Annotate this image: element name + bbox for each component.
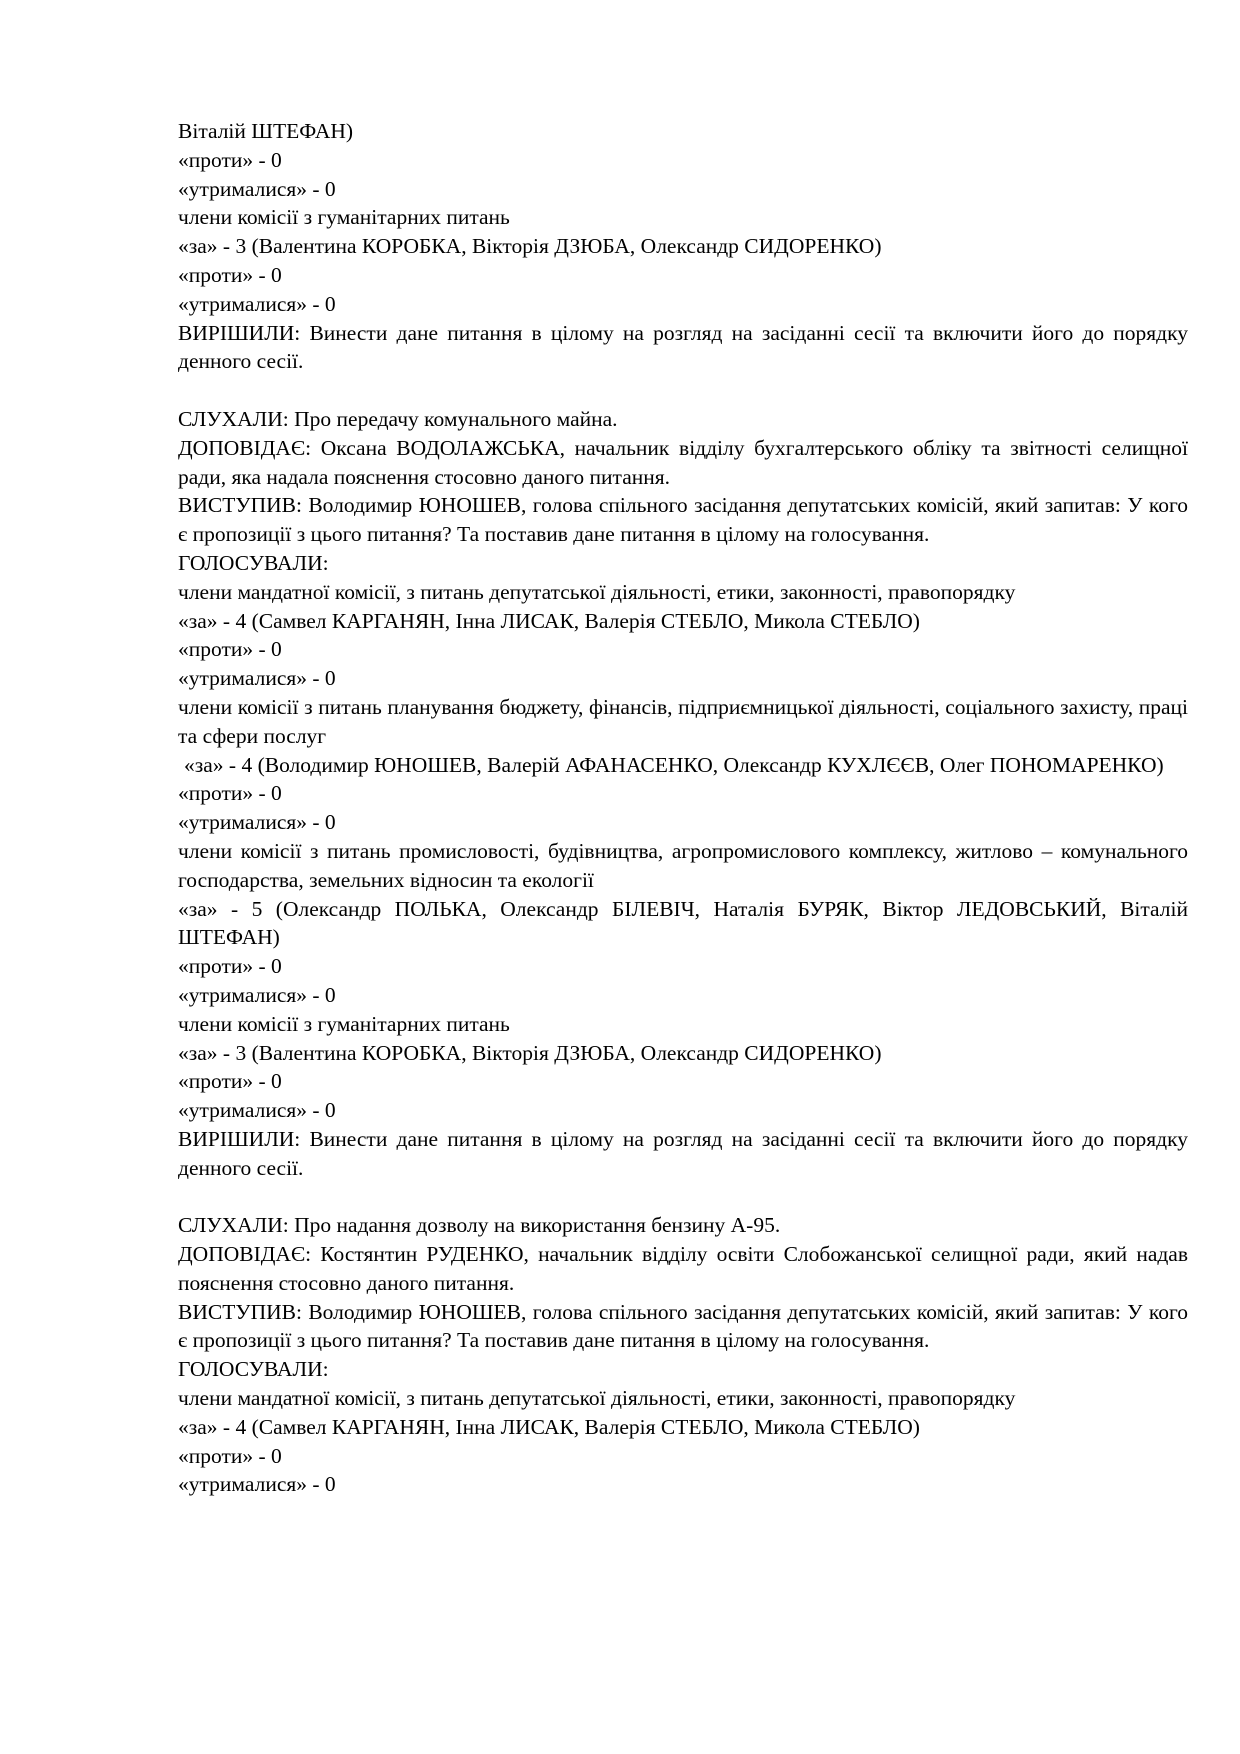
decision-paragraph: ВИРІШИЛИ: Винести дане питання в цілому на розгляд на засіданні сесії та включити його до порядку денного сесії. — [178, 320, 1188, 374]
reporter-paragraph: ДОПОВІДАЄ: Оксана ВОДОЛАЖСЬКА, начальник відділу бухгалтерського обліку та звітності селищної ради, яка надала пояснення стосовно даного питання. — [178, 435, 1188, 489]
paragraph-spacer — [178, 1182, 1188, 1211]
vote-abstain: «утрималися» - 0 — [178, 666, 336, 691]
vote-against: «проти» - 0 — [178, 954, 282, 979]
vote-for: «за» - 5 (Олександр ПОЛЬКА, Олександр БІЛЕВІЧ, Наталія БУРЯК, Віктор ЛЕДОВСЬКИЙ, Віталій ШТЕФАН) — [178, 896, 1188, 950]
voted-heading: ГОЛОСУВАЛИ: — [178, 550, 329, 575]
vote-against: «проти» - 0 — [178, 1443, 282, 1468]
document-page — [178, 117, 1188, 1499]
heard-heading: СЛУХАЛИ: Про надання дозволу на використання бензину А-95. — [178, 1213, 781, 1238]
vote-against: «проти» - 0 — [178, 1069, 282, 1094]
vote-abstain: «утрималися» - 0 — [178, 982, 336, 1007]
vote-against: «проти» - 0 — [178, 147, 282, 172]
commission-title: члени комісії з гуманітарних питань — [178, 1011, 510, 1036]
paragraph-spacer — [178, 376, 1188, 405]
speaker-paragraph: ВИСТУПИВ: Володимир ЮНОШЕВ, голова спільного засідання депутатських комісій, який запитав: У кого є пропозиції з цього питання? Та поставив дане питання в цілому на голосування. — [178, 493, 1188, 547]
vote-against: «проти» - 0 — [178, 637, 282, 662]
vote-abstain: «утрималися» - 0 — [178, 1472, 336, 1497]
vote-for: «за» - 4 (Самвел КАРГАНЯН, Інна ЛИСАК, Валерія СТЕБЛО, Микола СТЕБЛО) — [178, 608, 920, 633]
decision-paragraph: ВИРІШИЛИ: Винести дане питання в цілому на розгляд на засіданні сесії та включити його до порядку денного сесії. — [178, 1126, 1188, 1180]
commission-title: члени мандатної комісії, з питань депутатської діяльності, етики, законності, правопорядку — [178, 1386, 1016, 1411]
vote-for: «за» - 3 (Валентина КОРОБКА, Вікторія ДЗЮБА, Олександр СИДОРЕНКО) — [178, 1040, 882, 1065]
vote-for: «за» - 4 (Володимир ЮНОШЕВ, Валерій АФАНАСЕНКО, Олександр КУХЛЄЄВ, Олег ПОНОМАРЕНКО) — [184, 752, 1164, 777]
vote-abstain: «утрималися» - 0 — [178, 810, 336, 835]
speaker-paragraph: ВИСТУПИВ: Володимир ЮНОШЕВ, голова спільного засідання депутатських комісій, який запитав: У кого є пропозиції з цього питання? Та поставив дане питання в цілому на голосування. — [178, 1299, 1188, 1353]
vote-against: «проти» - 0 — [178, 262, 282, 287]
vote-names-continuation: Віталій ШТЕФАН) — [178, 119, 354, 143]
commission-title: члени комісії з гуманітарних питань — [178, 205, 510, 230]
vote-abstain: «утрималися» - 0 — [178, 291, 336, 316]
vote-against: «проти» - 0 — [178, 781, 282, 806]
vote-abstain: «утрималися» - 0 — [178, 1098, 336, 1123]
voted-heading: ГОЛОСУВАЛИ: — [178, 1357, 329, 1382]
commission-title: члени мандатної комісії, з питань депутатської діяльності, етики, законності, правопорядку — [178, 579, 1016, 604]
commission-title: члени комісії з питань промисловості, будівництва, агропромислового комплексу, житлово – комунального господарства, земельних відносин та екології — [178, 838, 1188, 892]
vote-for: «за» - 3 (Валентина КОРОБКА, Вікторія ДЗЮБА, Олександр СИДОРЕНКО) — [178, 234, 882, 259]
vote-abstain: «утрималися» - 0 — [178, 176, 336, 201]
reporter-paragraph: ДОПОВІДАЄ: Костянтин РУДЕНКО, начальник відділу освіти Слобожанської селищної ради, який надав пояснення стосовно даного питання. — [178, 1242, 1188, 1295]
commission-title: члени комісії з питань планування бюджету, фінансів, підприємницької діяльності, соціального захисту, праці та сфери послуг — [178, 694, 1188, 748]
heard-heading: СЛУХАЛИ: Про передачу комунального майна. — [178, 406, 618, 431]
vote-for: «за» - 4 (Самвел КАРГАНЯН, Інна ЛИСАК, Валерія СТЕБЛО, Микола СТЕБЛО) — [178, 1414, 920, 1439]
